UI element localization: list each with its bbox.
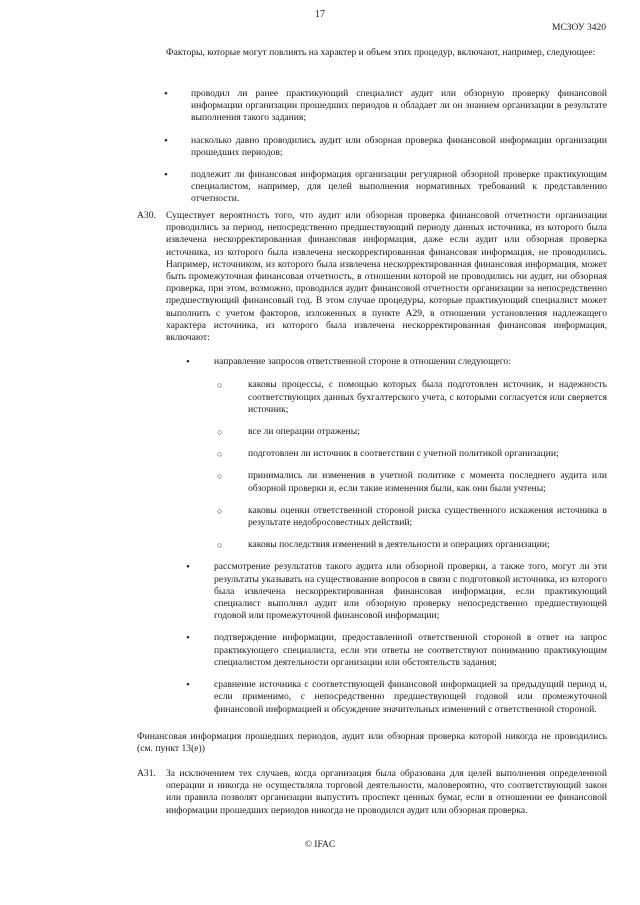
- list-item: [214, 356, 607, 551]
- standard-code: МСЗОУ 3420: [552, 23, 606, 33]
- paragraph-number: А31.: [137, 768, 156, 779]
- intro-paragraph: Факторы, которые могут повлиять на характер и объем этих процедур, включают, например, следующее:: [166, 47, 596, 58]
- sub-list-item: ○ подготовлен ли источник в соответствии с учетной политикой организации;: [248, 448, 607, 460]
- list-item: • сравнение источника с соответствующей финансовой информацией за предыдущий период и, если применимо, с непосредственно предшествующей годовой или промежуточной финансовой информацией и обсуждение значительных изменений с ответственной стороной.: [214, 679, 607, 716]
- sub-list-item: ○ все ли операции отражены;: [248, 426, 607, 438]
- sub-list-item: ○ каковы последствия изменений в деятельности и операциях организации;: [248, 539, 607, 551]
- paragraph-number: А30.: [137, 210, 156, 221]
- sub-list-item: ○ каковы оценки ответственной стороной риска существенного искажения источника в результате недобросовестных действий;: [248, 505, 607, 529]
- sub-list-item: ○ принимались ли изменения в учетной политике с момента последнего аудита или обзорной проверки и, если такие изменения были, как они были учтены;: [248, 470, 607, 494]
- list-item-text: направление запросов ответственной стороне в отношении следующего:: [214, 356, 511, 368]
- section-subheading: Финансовая информация прошедших периодов, аудит или обзорная проверка которой никогда не проводились (см. пункт 13(е)): [137, 731, 607, 755]
- list-item: • проводил ли ранее практикующий специалист аудит или обзорную проверку финансовой информации организации прошедших периодов и обладает ли он знанием организации в результате выполнения такого задания;: [191, 88, 607, 125]
- a30-bullet-list: [166, 356, 607, 715]
- paragraph-text: За исключением тех случаев, когда организация была образована для целей выполнения определенной операции и никогда не осуществляла торговой деятельности, маловероятно, что соответствующий закон или правила позволят организации выпустить проспект ценных бумаг, если в отношении ее финансовой информации прошедших периодов никогда не проводился аудит или обзорная проверка.: [166, 768, 607, 816]
- intro-bullet-list: [191, 88, 607, 216]
- list-item: • подлежит ли финансовая информация организации регулярной обзорной проверке практикующим специалистом, например, для целей выполнения нормативных требований к представлению отчетности.: [191, 169, 607, 206]
- sub-bullet-list: [214, 379, 607, 551]
- page-number: 17: [315, 9, 325, 20]
- sub-list-item: ○ каковы процессы, с помощью которых была подготовлен источник, и надежность соответствующих данных бухгалтерского учета, с которыми согласуется или сверяется источник;: [248, 379, 607, 416]
- paragraph-a30: [137, 210, 607, 726]
- paragraph-text: Существует вероятность того, что аудит или обзорная проверка финансовой отчетности организации проводились за период, непосредственно предшествующий периоду данных источника, из которого была извлечена нескорректированная финансовая информация, даже если аудит или обзорная проверка источника, из которого была извлечена нескорректированная финансовая информация, не проводились. Например, источником, из которого была извлечена нескорректированная финансовая информация, может быть промежуточная финансовая отчетность, в отношении которой не проводились ни аудит, ни обзорная проверка, при этом, возможно, проводился аудит финансовой отчетности организации за непосредственно предшествующий финансовый год. В этом случае процедуры, которые практикующий специалист может выполнить с учетом факторов, изложенных в пункте А29, в отношении установления надлежащего характера источника, из которого была извлечена нескорректированная финансовая информация, включают:: [166, 210, 607, 344]
- copyright-footer: © IFAC: [304, 840, 336, 850]
- list-item: • насколько давно проводились аудит или обзорная проверка финансовой информации организации прошедших периодов;: [191, 135, 607, 159]
- paragraph-a31: [137, 768, 607, 817]
- list-item: • подтверждение информации, предоставленной ответственной стороной в ответ на запрос практикующего специалиста, если эти ответы не соответствуют пониманию практикующим специалистом деятельности организации или обстоятельств задания;: [214, 632, 607, 669]
- list-item: • рассмотрение результатов такого аудита или обзорной проверки, а также того, могут ли эти результаты указывать на существование вопросов в связи с подготовкой источника, из которого была извлечена нескорректированная финансовая информация, если практикующий специалист выполнял аудит или обзорную проверку непосредственно предшествующей годовой или промежуточной финансовой информации;: [214, 561, 607, 622]
